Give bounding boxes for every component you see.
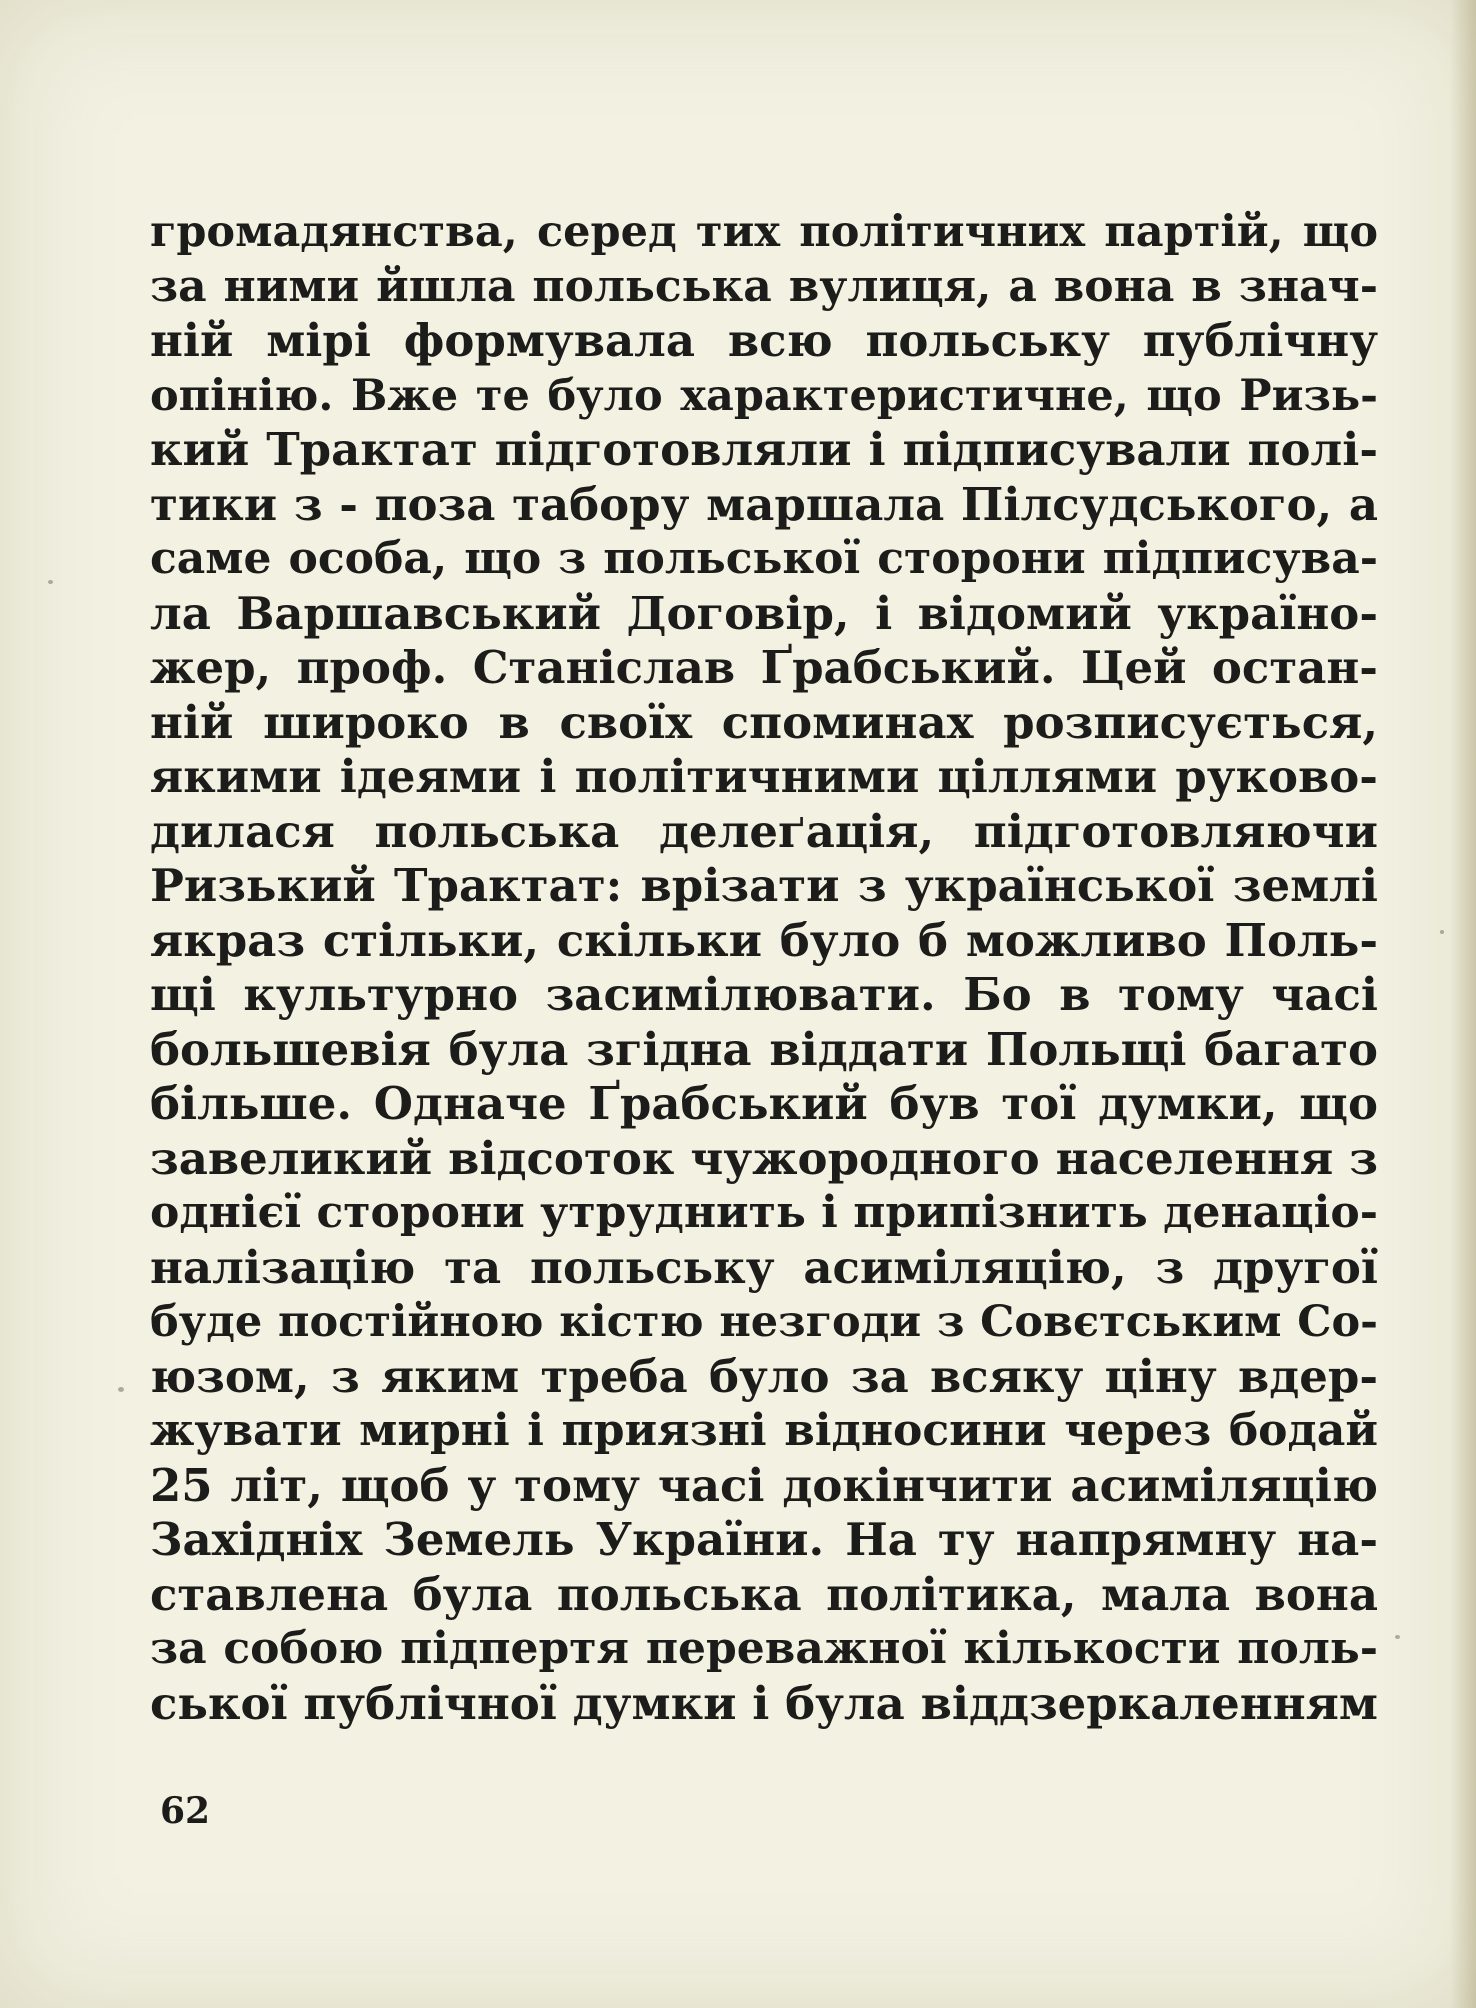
paper-speck: [48, 580, 53, 584]
text-line: юзом, з яким треба було за всяку ціну вдер-: [150, 1349, 1378, 1403]
text-line: жувати мирні і приязні відносини через бодай: [150, 1405, 1378, 1456]
text-line: завеликий відсоток чужородного населення з: [150, 1131, 1378, 1185]
text-line: громадянства, серед тих політичних партій, що: [150, 207, 1378, 257]
text-line: буде постійною кістю незгоди з Совєтським Со-: [150, 1297, 1378, 1347]
text-line: тики з - поза табору маршала Пілсудського, а: [150, 477, 1378, 531]
text-line: ла Варшавський Договір, і відомий українo-: [150, 586, 1378, 640]
body-text: [150, 205, 1378, 1731]
text-line: більше. Одначе Ґрабський був тої думки, що: [150, 1077, 1378, 1130]
text-line: саме особа, що з польської сторони підписува-: [150, 533, 1378, 584]
text-line: опінію. Вже те було характеристичне, що Ризь-: [150, 370, 1378, 421]
paper-speck: [1440, 930, 1444, 934]
text-line: жер, проф. Станіслав Ґрабський. Цей остан-: [150, 641, 1378, 694]
text-line: за ними йшла польська вулиця, а вона в знач-: [150, 260, 1378, 312]
text-line: якими ідеями і політичними ціллями руково-: [150, 750, 1378, 803]
text-line: щі культурно засимілювати. Бо в тому часі: [150, 968, 1378, 1021]
text-line: 25 літ, щоб у тому часі докінчити асиміляцію: [150, 1458, 1378, 1512]
text-line: кий Трактат підготовляли і підписували полі-: [150, 423, 1378, 476]
text-line: однієї сторони утруднить і припізнить денаціо-: [150, 1187, 1378, 1238]
text-line: дилася польська делеґація, підготовляючи: [150, 804, 1378, 858]
text-line: Ризький Трактат: врізати з української землі: [150, 859, 1378, 912]
text-line: Західніх Земель України. На ту напрямну на-: [150, 1513, 1378, 1566]
text-line: налізацію та польську асиміляцію, з другої: [150, 1240, 1378, 1294]
text-line: за собою підпертя переважної кількости поль-: [150, 1623, 1378, 1674]
paper-speck: [118, 1387, 124, 1392]
page-edge-shadow: [1450, 0, 1476, 2008]
text-line: якраз стільки, скільки було б можливо Поль-: [150, 913, 1378, 967]
text-line: ній мірі формувала всю польську публічну: [150, 314, 1378, 367]
text-line: ставлена була польська політика, мала вона: [150, 1567, 1378, 1621]
paper-speck: [1395, 1635, 1400, 1639]
text-line: ній широко в своїх споминах розписується,: [150, 695, 1378, 749]
text-line: ської публічної думки і була віддзеркаленням: [150, 1676, 1378, 1730]
page-number: 62: [160, 1790, 211, 1832]
text-line: большевія була згідна віддати Польщі багато: [150, 1022, 1378, 1076]
